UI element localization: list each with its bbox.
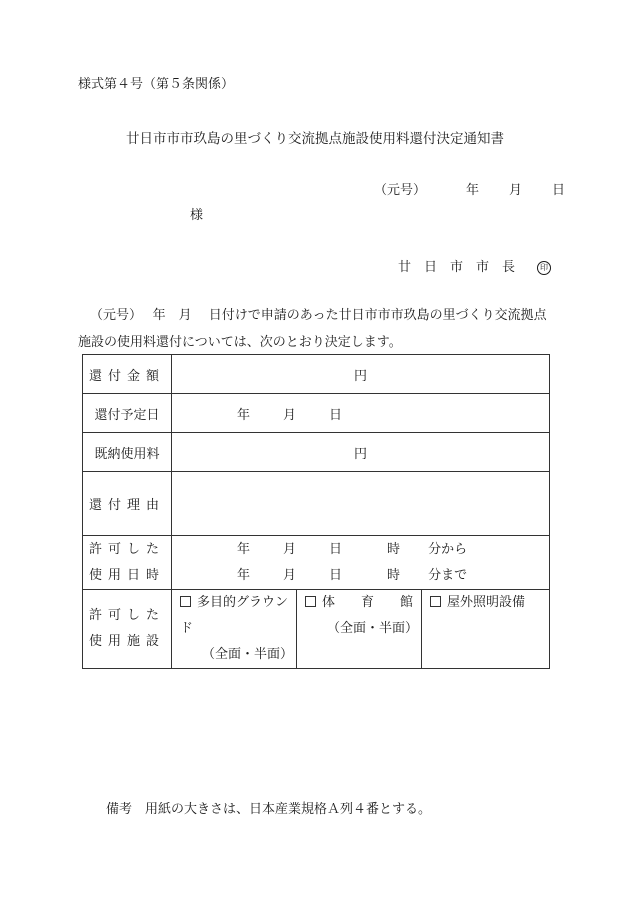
paid-fee-field[interactable] — [172, 433, 550, 472]
issuer — [398, 256, 551, 275]
remarks-note: 備考 用紙の大きさは、日本産業規格Ａ列４番とする。 — [106, 802, 432, 817]
from-hour: 時 — [387, 541, 401, 557]
date-day: 日 — [552, 183, 566, 198]
refund-date-day: 日 — [329, 407, 343, 423]
option-ground-name: 多目的グラウンド — [180, 595, 289, 636]
document-title: 廿日市市市玖島の里づくり交流拠点施設使用料還付決定通知書 — [126, 131, 504, 147]
body-text: （元号） 年 月 日付けで申請のあった廿日市市市玖島の里づくり交流拠点施設の使用料還付については、次のとおり決定します。 — [78, 308, 547, 350]
permitted-datetime-label — [83, 536, 172, 590]
facility-option-ground[interactable] — [172, 590, 297, 668]
paid-fee-label: 既納使用料 — [83, 433, 172, 472]
from-month: 月 — [283, 541, 297, 557]
permitted-datetime-field[interactable] — [172, 536, 550, 590]
addressee-suffix: 様 — [190, 208, 204, 223]
option-ground-sub: （全面・半面） — [202, 647, 294, 662]
option-lighting-name: 屋外照明設備 — [447, 595, 526, 610]
date-month: 月 — [509, 183, 523, 198]
option-gym-name: 体 育 館 — [322, 595, 414, 610]
issue-date — [374, 179, 565, 198]
date-year: 年 — [466, 183, 480, 198]
refund-amount-unit: 円 — [353, 368, 367, 384]
seal-mark: 印 — [537, 261, 551, 275]
facility-option-gym[interactable] — [297, 590, 422, 668]
checkbox-icon[interactable] — [305, 596, 316, 607]
to-hour: 時 — [387, 567, 401, 583]
permitted-datetime-label-2: 使用日時 — [88, 567, 165, 583]
refund-date-year: 年 — [237, 407, 251, 423]
table-row — [83, 394, 550, 433]
datetime-from — [172, 537, 549, 563]
table-row — [83, 590, 550, 669]
refund-date-month: 月 — [283, 407, 297, 423]
form-number: 様式第４号（第５条関係） — [78, 77, 235, 92]
permitted-facility-label-2: 使用施設 — [88, 634, 165, 649]
permitted-facility-label-1: 許可した — [88, 608, 165, 623]
table-row — [83, 536, 550, 590]
checkbox-icon[interactable] — [180, 596, 191, 607]
to-minute: 分まで — [428, 567, 468, 583]
to-month: 月 — [283, 567, 297, 583]
table-row — [83, 472, 550, 536]
refund-amount-label: 還付金額 — [83, 355, 172, 394]
facility-option-lighting[interactable] — [422, 590, 550, 668]
table-row — [83, 433, 550, 472]
permitted-facility-label — [83, 590, 172, 669]
permitted-datetime-label-1: 許可した — [88, 541, 165, 557]
option-gym-sub: （全面・半面） — [327, 621, 419, 636]
checkbox-icon[interactable] — [430, 596, 441, 607]
paid-fee-unit: 円 — [353, 446, 367, 462]
date-era: （元号） — [374, 183, 427, 198]
refund-date-label: 還付予定日 — [83, 394, 172, 433]
refund-reason-field[interactable] — [172, 472, 550, 536]
to-day: 日 — [329, 567, 343, 583]
permitted-facility-field — [172, 590, 550, 669]
from-year: 年 — [237, 541, 251, 557]
refund-amount-field[interactable] — [172, 355, 550, 394]
issuer-name: 廿 日 市 市 長 — [398, 260, 516, 275]
from-day: 日 — [329, 541, 343, 557]
refund-details-table — [82, 354, 550, 669]
to-year: 年 — [237, 567, 251, 583]
datetime-to — [172, 563, 549, 589]
from-minute: 分から — [428, 541, 468, 557]
refund-reason-label: 還付理由 — [83, 472, 172, 536]
table-row — [83, 355, 550, 394]
refund-date-field[interactable] — [172, 394, 550, 433]
